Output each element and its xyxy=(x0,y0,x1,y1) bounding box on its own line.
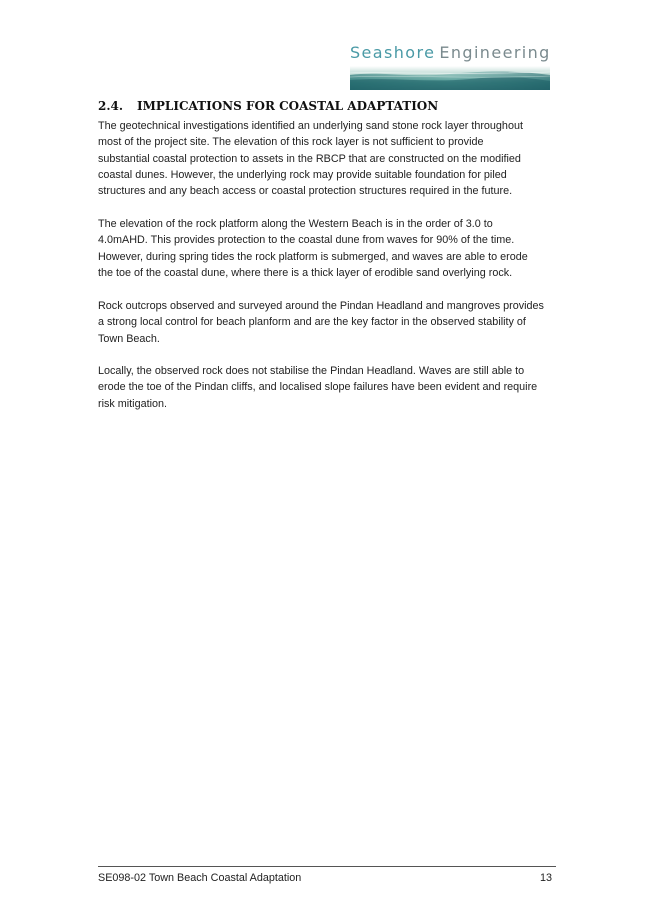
paragraph-1 xyxy=(98,118,558,199)
paragraph-line: The elevation of the rock platform along the Western Beach is in the order of 3.0 to xyxy=(98,218,493,230)
paragraph-line: However, during spring tides the rock platform is submerged, and waves are able to erode xyxy=(98,250,528,263)
logo-waves-graphic xyxy=(350,66,550,90)
section-title: IMPLICATIONS FOR COASTAL ADAPTATION xyxy=(137,99,439,113)
paragraph-3 xyxy=(98,298,558,347)
paragraph-line: structures and any beach access or coastal protection structures required in the future. xyxy=(98,185,513,198)
paragraph-line: most of the project site. The elevation of this rock layer is not sufficient to provide xyxy=(98,136,484,149)
paragraph-line: Rock outcrops observed and surveyed around the Pindan Headland and mangroves provides xyxy=(98,300,544,312)
paragraph-line: the toe of the coastal dune, where there is a thick layer of erodible sand overlying rock. xyxy=(98,266,513,279)
seashore-engineering-logo xyxy=(350,42,550,90)
logo-word-seashore: Seashore xyxy=(350,43,436,62)
paragraph-line: Locally, the observed rock does not stabilise the Pindan Headland. Waves are still able to xyxy=(98,365,525,377)
paragraph-line: coastal dunes. However, the underlying rock may provide suitable foundation for piled xyxy=(98,168,507,181)
paragraph-line: substantial coastal protection to assets in the RBCP that are constructed on the modified xyxy=(98,152,521,165)
logo-word-engineering: Engineering xyxy=(439,43,551,62)
paragraph-line: erode the toe of the Pindan cliffs, and localised slope failures have been evident and require xyxy=(98,381,538,394)
logo-wordmark xyxy=(350,42,550,64)
paragraph-4 xyxy=(98,363,558,412)
footer-page-number: 13 xyxy=(539,872,552,884)
paragraph-line: The geotechnical investigations identified an underlying sand stone rock layer throughout xyxy=(98,120,523,132)
paragraph-2 xyxy=(98,216,558,281)
footer-divider xyxy=(98,866,556,867)
footer-document-ref: SE098-02 Town Beach Coastal Adaptation xyxy=(98,872,302,884)
paragraph-line: Town Beach. xyxy=(98,332,160,345)
section-heading xyxy=(98,96,438,116)
paragraph-line: risk mitigation. xyxy=(98,397,167,410)
paragraph-line: 4.0mAHD. This provides protection to the coastal dune from waves for 90% of the time. xyxy=(98,234,515,247)
paragraph-line: a strong local control for beach planform and are the key factor in the observed stability of xyxy=(98,316,526,329)
section-number: 2.4. xyxy=(98,99,124,113)
